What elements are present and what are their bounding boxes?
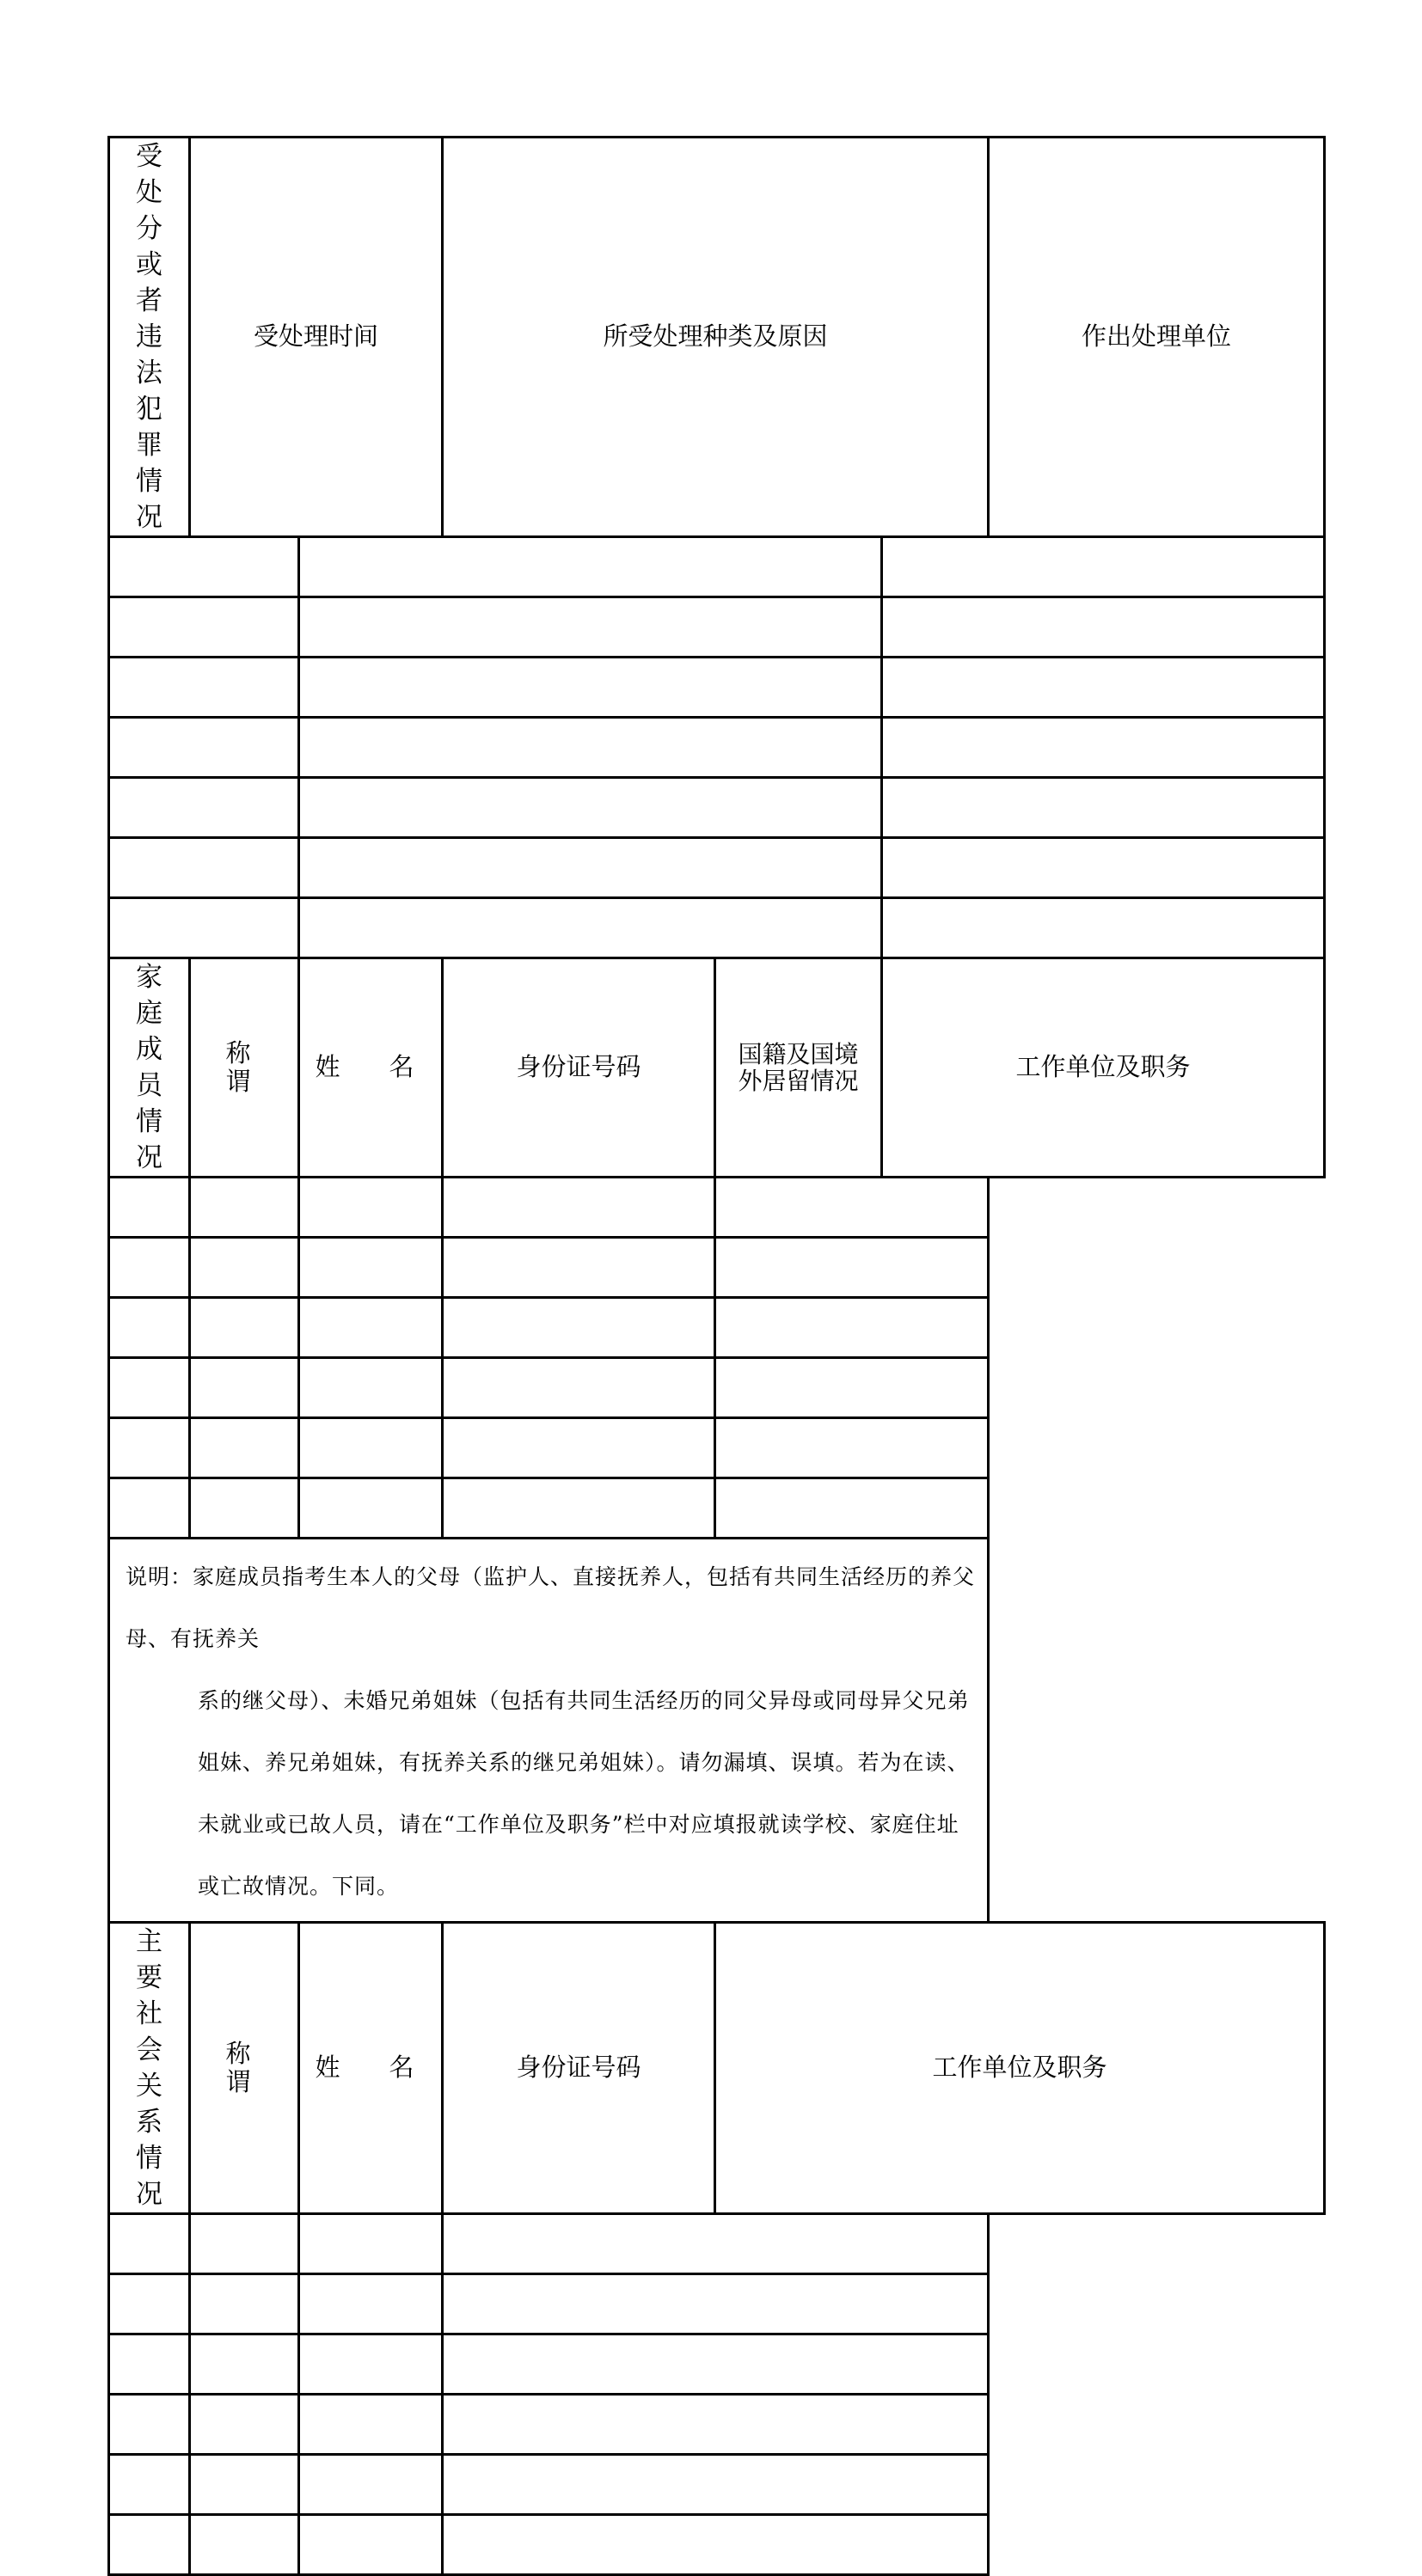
family-cell[interactable]	[715, 1178, 989, 1238]
discipline-cell[interactable]	[882, 597, 1325, 658]
social-row	[109, 2334, 1325, 2395]
discipline-cell[interactable]	[299, 718, 882, 778]
family-row	[109, 1298, 1325, 1358]
social-cell[interactable]	[299, 2455, 443, 2515]
social-cell[interactable]	[299, 2515, 443, 2575]
family-row	[109, 1478, 1325, 1539]
social-cell[interactable]	[443, 2214, 989, 2274]
family-cell[interactable]	[190, 1358, 299, 1418]
social-row	[109, 2455, 1325, 2515]
family-cell[interactable]	[715, 1238, 989, 1298]
discipline-cell[interactable]	[299, 597, 882, 658]
social-cell[interactable]	[299, 2334, 443, 2395]
social-cell[interactable]	[109, 2515, 190, 2575]
family-cell[interactable]	[109, 1358, 190, 1418]
discipline-cell[interactable]	[882, 718, 1325, 778]
discipline-cell[interactable]	[109, 898, 299, 958]
family-cell[interactable]	[299, 1418, 443, 1478]
social-row	[109, 2515, 1325, 2575]
header-unit: 作出处理单位	[989, 138, 1325, 537]
social-cell[interactable]	[109, 2334, 190, 2395]
discipline-cell[interactable]	[882, 838, 1325, 898]
family-row	[109, 1418, 1325, 1478]
family-cell[interactable]	[109, 1178, 190, 1238]
discipline-cell[interactable]	[299, 778, 882, 838]
section2-side-label: 家庭成员情况	[109, 958, 190, 1178]
social-cell[interactable]	[443, 2395, 989, 2455]
social-row	[109, 2274, 1325, 2334]
social-cell[interactable]	[190, 2515, 299, 2575]
family-cell[interactable]	[109, 1418, 190, 1478]
family-cell[interactable]	[109, 1238, 190, 1298]
header-type-reason: 所受处理种类及原因	[443, 138, 989, 537]
family-note-rest: 系的继父母）、未婚兄弟姐妹（包括有共同生活经历的同父异母或同母异父兄弟姐妹、养兄弟姐妹，有抚养关系的继兄弟姐妹）。请勿漏填、误填。若为在读、未就业或已故人员，请在“工作单位及职务”栏中对应填报就读学校、家庭住址或亡故情况。下同。	[198, 1688, 970, 1899]
social-cell[interactable]	[190, 2395, 299, 2455]
form-table	[107, 136, 1326, 2576]
discipline-cell[interactable]	[299, 658, 882, 718]
family-cell[interactable]	[715, 1478, 989, 1539]
family-cell[interactable]	[443, 1358, 715, 1418]
header-nationality-line2: 外居留情况	[738, 1067, 859, 1095]
discipline-row	[109, 537, 1325, 597]
registration-form-page	[107, 136, 1323, 2576]
social-row	[109, 2214, 1325, 2274]
discipline-cell[interactable]	[109, 778, 299, 838]
discipline-row	[109, 898, 1325, 958]
family-cell[interactable]	[715, 1298, 989, 1358]
family-cell[interactable]	[299, 1478, 443, 1539]
social-cell[interactable]	[299, 2395, 443, 2455]
family-row	[109, 1358, 1325, 1418]
family-cell[interactable]	[190, 1418, 299, 1478]
social-cell[interactable]	[443, 2274, 989, 2334]
family-cell[interactable]	[190, 1238, 299, 1298]
family-cell[interactable]	[443, 1418, 715, 1478]
family-note	[109, 1539, 989, 1923]
discipline-row	[109, 778, 1325, 838]
family-note-line1: 说明：家庭成员指考生本人的父母（监护人、直接抚养人，包括有共同生活经历的养父母、有抚养关	[126, 1564, 976, 1651]
social-cell[interactable]	[299, 2274, 443, 2334]
discipline-cell[interactable]	[299, 838, 882, 898]
social-cell[interactable]	[443, 2455, 989, 2515]
family-cell[interactable]	[715, 1358, 989, 1418]
discipline-cell[interactable]	[109, 718, 299, 778]
discipline-row	[109, 597, 1325, 658]
header-name: 姓 名	[299, 958, 443, 1178]
discipline-row	[109, 658, 1325, 718]
social-cell[interactable]	[190, 2274, 299, 2334]
family-cell[interactable]	[299, 1358, 443, 1418]
social-row	[109, 2395, 1325, 2455]
discipline-cell[interactable]	[109, 838, 299, 898]
social-cell[interactable]	[190, 2455, 299, 2515]
family-cell[interactable]	[299, 1238, 443, 1298]
family-cell[interactable]	[443, 1478, 715, 1539]
header-id-number-social: 身份证号码	[443, 1923, 715, 2214]
discipline-cell[interactable]	[882, 778, 1325, 838]
family-cell[interactable]	[190, 1478, 299, 1539]
family-row	[109, 1238, 1325, 1298]
section3-side-label: 主要社会关系情况	[109, 1923, 190, 2214]
family-cell[interactable]	[299, 1298, 443, 1358]
discipline-cell[interactable]	[882, 658, 1325, 718]
family-cell[interactable]	[443, 1298, 715, 1358]
discipline-cell[interactable]	[299, 537, 882, 597]
family-cell[interactable]	[190, 1298, 299, 1358]
family-cell[interactable]	[715, 1418, 989, 1478]
social-cell[interactable]	[190, 2334, 299, 2395]
family-cell[interactable]	[109, 1478, 190, 1539]
header-name-social: 姓 名	[299, 1923, 443, 2214]
header-nationality-line1: 国籍及国境	[738, 1040, 859, 1068]
discipline-cell[interactable]	[109, 658, 299, 718]
header-relation-social: 称 谓	[190, 1923, 299, 2214]
discipline-cell[interactable]	[882, 537, 1325, 597]
header-work-unit: 工作单位及职务	[882, 958, 1325, 1178]
discipline-cell[interactable]	[882, 898, 1325, 958]
discipline-row	[109, 718, 1325, 778]
header-time: 受处理时间	[190, 138, 443, 537]
header-nationality	[715, 958, 882, 1178]
family-row	[109, 1178, 1325, 1238]
discipline-cell[interactable]	[109, 537, 299, 597]
header-relation: 称 谓	[190, 958, 299, 1178]
social-cell[interactable]	[443, 2334, 989, 2395]
social-cell[interactable]	[190, 2214, 299, 2274]
social-cell[interactable]	[443, 2515, 989, 2575]
social-cell[interactable]	[109, 2274, 190, 2334]
header-id-number: 身份证号码	[443, 958, 715, 1178]
social-cell[interactable]	[109, 2455, 190, 2515]
social-cell[interactable]	[109, 2395, 190, 2455]
family-cell[interactable]	[443, 1238, 715, 1298]
social-cell[interactable]	[109, 2214, 190, 2274]
section1-side-label: 受处分或者违法犯罪情况	[109, 138, 190, 537]
family-cell[interactable]	[190, 1178, 299, 1238]
discipline-cell[interactable]	[109, 597, 299, 658]
family-cell[interactable]	[109, 1298, 190, 1358]
social-cell[interactable]	[299, 2214, 443, 2274]
discipline-cell[interactable]	[299, 898, 882, 958]
family-cell[interactable]	[299, 1178, 443, 1238]
header-work-unit-social: 工作单位及职务	[715, 1923, 1325, 2214]
discipline-row	[109, 838, 1325, 898]
family-cell[interactable]	[443, 1178, 715, 1238]
